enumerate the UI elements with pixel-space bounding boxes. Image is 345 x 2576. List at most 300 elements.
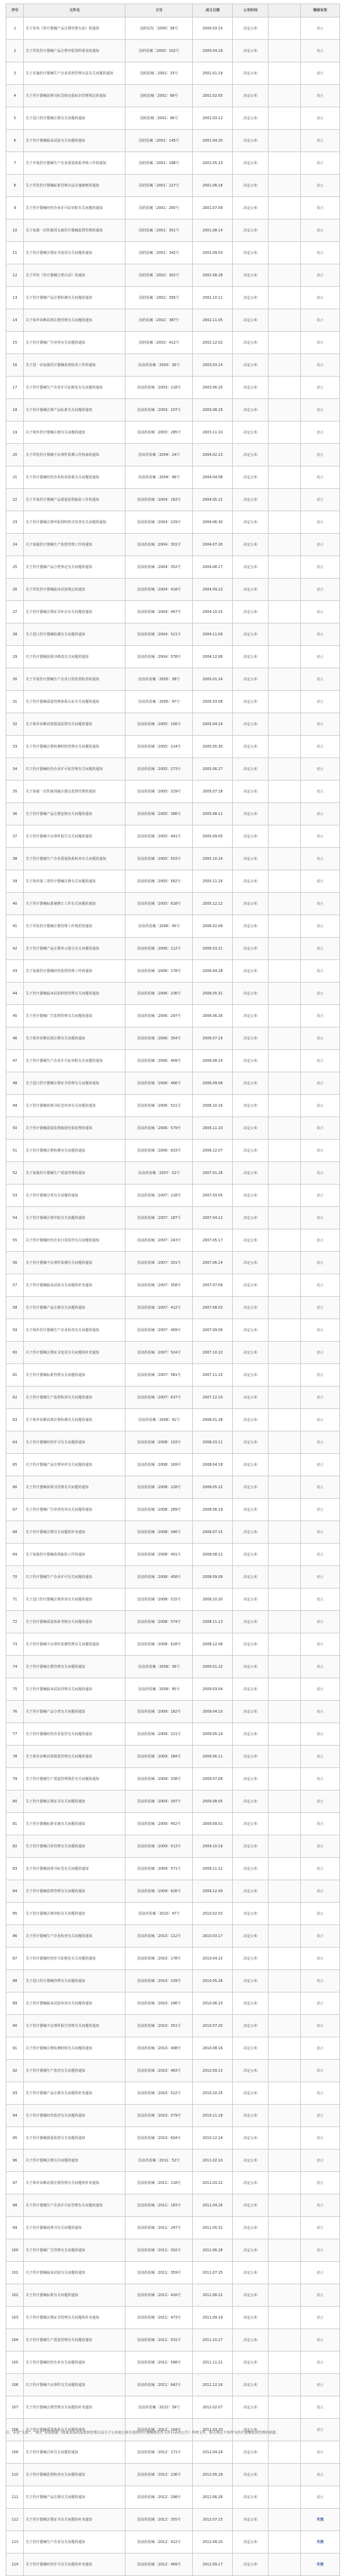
cell-name: 关于医疗器械注册管理有关问题的通知 [24, 1656, 126, 1678]
cell-code: 国药监械〔2002〕302号 [126, 264, 193, 287]
cell-effect: 决定公布 [233, 1656, 269, 1678]
cell-effect: 决定公布 [233, 85, 269, 107]
cell-name: 关于医疗器械生产企业质量体系检查有关问题的通知 [24, 848, 126, 870]
cell-code: 国食药监械〔2005〕503号 [126, 848, 193, 870]
cell-no: 49 [6, 1095, 24, 1117]
cell-name: 关于医疗器械产品注册有关问题的补充通知 [24, 2082, 126, 2105]
cell-date: 2010.05.26 [193, 1970, 233, 1992]
cell-date: 2002.12.02 [193, 332, 233, 354]
cell-effect: 决定公布 [233, 444, 269, 466]
cell-code: 国食药监械〔2011〕247号 [126, 2217, 193, 2239]
cell-name: 关于境外医疗器械生产企业检查有关问题的通知 [24, 1319, 126, 1342]
cell-effect: 决定公布 [233, 2082, 269, 2105]
cell-note [269, 264, 301, 287]
cell-status: 废止 [301, 893, 340, 915]
cell-no: 58 [6, 1297, 24, 1319]
cell-code: 国食药监械〔2011〕473号 [126, 2307, 193, 2329]
cell-name: 关于医疗器械产品分类界定有关问题的通知 [24, 556, 126, 579]
cell-no: 67 [6, 1499, 24, 1521]
cell-no: 87 [6, 1948, 24, 1970]
cell-note [269, 2464, 301, 2486]
cell-no: 90 [6, 2015, 24, 2037]
cell-date: 2001.07.09 [193, 197, 233, 220]
cell-note [269, 2284, 301, 2307]
cell-name: 关于体外诊断试剂质量监督有关问题的通知 [24, 713, 126, 736]
cell-code: 国食药监械〔2006〕521号 [126, 1095, 193, 1117]
table-row [6, 1903, 340, 1925]
cell-note [269, 1431, 301, 1454]
cell-date: 2011.06.28 [193, 2239, 233, 2262]
table-row [6, 1117, 340, 1140]
cell-name: 关于医疗器械注册有关问题的通知 [24, 2150, 126, 2172]
cell-note [269, 1364, 301, 1387]
table-row [6, 1633, 340, 1656]
cell-note [269, 2037, 301, 2060]
cell-name: 关于医疗器械注册检测机构有关问题的通知 [24, 2037, 126, 2060]
cell-effect: 决定公布 [233, 601, 269, 623]
cell-date: 2006.07.19 [193, 1027, 233, 1050]
cell-effect: 决定公布 [233, 62, 269, 85]
cell-code: 国食药监械〔2006〕354号 [126, 1027, 193, 1050]
table-row [6, 2396, 340, 2419]
table-row [6, 62, 340, 85]
cell-effect: 决定公布 [233, 2127, 269, 2150]
cell-date: 2008.08.12 [193, 1544, 233, 1566]
cell-code: 国食药监械〔2011〕302号 [126, 2239, 193, 2262]
cell-effect: 决定公布 [233, 1140, 269, 1162]
cell-name: 关于医疗器械经营许可有关问题的通知 [24, 1431, 126, 1454]
cell-name: 关于医疗器械说明书标签有关问题的通知 [24, 1858, 126, 1880]
table-row [6, 2464, 340, 2486]
cell-date: 2010.08.16 [193, 2037, 233, 2060]
cell-code: 国食药监械〔2012〕355号 [126, 2509, 193, 2531]
cell-no: 73 [6, 1633, 24, 1656]
table-row [6, 1656, 340, 1678]
cell-date: 2012.02.07 [193, 2396, 233, 2419]
cell-code: 国食药监械〔2009〕95号 [126, 1678, 193, 1701]
cell-date: 2005.03.08 [193, 691, 233, 713]
table-row [6, 691, 340, 713]
cell-code: 国食药监械〔2008〕574号 [126, 1611, 193, 1633]
cell-date: 2009.04.10 [193, 1701, 233, 1723]
cell-note [269, 511, 301, 534]
cell-name: 关于医疗器械注册检测有关问题的通知 [24, 1140, 126, 1162]
cell-status: 废止 [301, 466, 340, 489]
cell-name: 关于实施医疗器械生产企业监督管理办法有关问题的通知 [24, 62, 126, 85]
table-row [6, 2150, 340, 2172]
cell-code: 国食药监械〔2011〕642号 [126, 2374, 193, 2396]
table-row [6, 511, 340, 534]
cell-date: 2009.05.14 [193, 1723, 233, 1746]
cell-status: 废止 [301, 713, 340, 736]
cell-effect: 决定公布 [233, 309, 269, 332]
cell-no: 2 [6, 40, 24, 62]
table-row [6, 2441, 340, 2464]
cell-no: 55 [6, 1229, 24, 1252]
cell-effect: 决定公布 [233, 556, 269, 579]
cell-effect: 决定公布 [233, 1095, 269, 1117]
cell-note [269, 2509, 301, 2531]
cell-name: 关于医疗器械生产企业许可证审批有关问题的通知 [24, 1050, 126, 1072]
cell-status: 废止 [301, 2194, 340, 2217]
table-row [6, 1992, 340, 2015]
cell-no: 16 [6, 354, 24, 377]
cell-no: 96 [6, 2150, 24, 2172]
cell-date: 2004.05.21 [193, 489, 233, 511]
cell-effect: 决定公布 [233, 2194, 269, 2217]
cell-no: 31 [6, 691, 24, 713]
cell-code: 国食药监械〔2010〕634号 [126, 2127, 193, 2150]
cell-no: 43 [6, 960, 24, 983]
cell-code: 国食药监械〔2009〕338号 [126, 1768, 193, 1791]
cell-note [269, 1678, 301, 1701]
cell-note [269, 781, 301, 803]
cell-effect: 决定公布 [233, 1521, 269, 1544]
cell-code: 国食药监械〔2006〕112号 [126, 938, 193, 960]
cell-note [269, 1768, 301, 1791]
cell-status: 废止 [301, 1162, 340, 1185]
table-row [6, 40, 340, 62]
cell-name: 关于医疗器械说明书修改有关问题的通知 [24, 646, 126, 668]
table-row [6, 825, 340, 848]
table-row [6, 466, 340, 489]
cell-name: 关于体外诊断试剂注册管理有关问题的通知 [24, 309, 126, 332]
cell-effect: 决定公布 [233, 1454, 269, 1476]
cell-effect: 决定公布 [233, 2239, 269, 2262]
cell-date: 2012.09.17 [193, 2554, 233, 2576]
cell-date: 2012.04.24 [193, 2441, 233, 2464]
table-row [6, 1207, 340, 1229]
cell-status: 废止 [301, 399, 340, 422]
cell-date: 2010.11.18 [193, 2105, 233, 2127]
cell-status: 废止 [301, 2441, 340, 2464]
table-row [6, 1970, 340, 1992]
cell-status: 废止 [301, 332, 340, 354]
cell-name: 关于医疗器械临床试验有关问题的补充通知 [24, 1274, 126, 1297]
cell-status: 废止 [301, 197, 340, 220]
cell-effect: 决定公布 [233, 938, 269, 960]
table-row [6, 601, 340, 623]
cell-name: 关于医疗器械产品注册复核有关问题的通知 [24, 803, 126, 825]
table-row [6, 2509, 340, 2531]
cell-no: 76 [6, 1701, 24, 1723]
cell-name: 关于医疗器械生产企业许可有关问题的通知 [24, 1566, 126, 1589]
cell-name: 关于医疗器械产品注册审评有关问题的通知 [24, 1454, 126, 1476]
cell-effect: 决定公布 [233, 1611, 269, 1633]
cell-date: 2003.06.20 [193, 377, 233, 399]
cell-name: 关于医疗器械生产企业有关问题的通知 [24, 2531, 126, 2554]
cell-code: 国食药监械〔2006〕633号 [126, 1140, 193, 1162]
cell-name: 关于医疗器械临床试验有关问题的通知 [24, 2262, 126, 2284]
cell-no: 63 [6, 1409, 24, 1431]
cell-no: 34 [6, 758, 24, 781]
cell-name: 关于医疗器械标准制修订工作有关问题的通知 [24, 893, 126, 915]
table-row [6, 2486, 340, 2509]
cell-effect: 决定公布 [233, 1117, 269, 1140]
cell-effect: 决定公布 [233, 1027, 269, 1050]
cell-name: 关于加强医疗器械生产质量管理的通知 [24, 1162, 126, 1185]
cell-no: 4 [6, 85, 24, 107]
cell-no: 36 [6, 803, 24, 825]
cell-no: 20 [6, 444, 24, 466]
header-code: 文号 [126, 4, 193, 18]
cell-code: 国食药监械〔2011〕52号 [126, 2150, 193, 2172]
cell-no: 47 [6, 1050, 24, 1072]
cell-code: 国药监械〔2002〕356号 [126, 287, 193, 309]
table-row [6, 2172, 340, 2194]
cell-note [269, 2329, 301, 2352]
cell-name: 关于医疗器械说明书标签审查有关问题的通知 [24, 1095, 126, 1117]
cell-date: 2007.06.14 [193, 1252, 233, 1274]
cell-date: 2001.03.12 [193, 107, 233, 130]
table-row [6, 220, 340, 242]
table-row [6, 2127, 340, 2150]
cell-date: 2005.10.24 [193, 848, 233, 870]
table-row [6, 197, 340, 220]
cell-status: 废止 [301, 107, 340, 130]
cell-note [269, 960, 301, 983]
cell-date: 2005.09.05 [193, 825, 233, 848]
cell-date: 2008.11.13 [193, 1611, 233, 1633]
cell-status: 废止 [301, 1723, 340, 1746]
cell-date: 2004.08.17 [193, 556, 233, 579]
cell-code: 国食药监械〔2005〕156号 [126, 713, 193, 736]
cell-name: 关于医疗器械注册产品标准有关问题的通知 [24, 399, 126, 422]
cell-code: 国食药监械〔2011〕416号 [126, 2284, 193, 2307]
cell-effect: 决定公布 [233, 175, 269, 197]
cell-code: 国食药监械〔2009〕221号 [126, 1723, 193, 1746]
table-row [6, 152, 340, 175]
cell-name: 关于医疗器械不良事件监测有关问题的通知 [24, 1252, 126, 1274]
cell-code: 国食药监械〔2009〕36号 [126, 1656, 193, 1678]
cell-effect: 决定公布 [233, 2464, 269, 2486]
cell-note [269, 309, 301, 332]
cell-no: 85 [6, 1903, 24, 1925]
cell-code: 国药监械〔2001〕301号 [126, 220, 193, 242]
cell-note [269, 2172, 301, 2194]
cell-no: 15 [6, 332, 24, 354]
cell-name: 关于医疗器械质量监督有关问题的通知 [24, 2127, 126, 2150]
cell-status: 废止 [301, 377, 340, 399]
cell-effect: 决定公布 [233, 1409, 269, 1431]
cell-date: 2003.11.10 [193, 422, 233, 444]
cell-date: 2005.05.30 [193, 736, 233, 758]
cell-note [269, 489, 301, 511]
cell-name: 关于医疗器械不良事件报告有关问题的通知 [24, 825, 126, 848]
cell-date: 2006.05.31 [193, 983, 233, 1005]
cell-effect: 决定公布 [233, 2015, 269, 2037]
cell-note [269, 152, 301, 175]
cell-effect: 决定公布 [233, 2531, 269, 2554]
cell-status: 废止 [301, 870, 340, 893]
cell-note [269, 2441, 301, 2464]
cell-name: 关于医疗器械临床试验机构管理有关问题的通知 [24, 983, 126, 1005]
cell-code: 国食药监械〔2009〕626号 [126, 1880, 193, 1903]
cell-code: 国食药监械〔2007〕469号 [126, 1319, 193, 1342]
cell-code: 国食药监械〔2011〕118号 [126, 2172, 193, 2194]
cell-date: 2000.04.16 [193, 40, 233, 62]
cell-code: 国食药监械〔2010〕408号 [126, 2037, 193, 2060]
cell-name: 关于医疗器械经营监管有关问题的通知 [24, 2105, 126, 2127]
cell-status: 废止 [301, 309, 340, 332]
cell-note [269, 2419, 301, 2441]
cell-effect: 决定公布 [233, 1319, 269, 1342]
table-row [6, 781, 340, 803]
cell-note [269, 1858, 301, 1880]
table-row [6, 2194, 340, 2217]
cell-effect: 决定公布 [233, 1791, 269, 1813]
cell-date: 2012.03.20 [193, 2419, 233, 2441]
cell-status: 废止 [301, 534, 340, 556]
table-row [6, 736, 340, 758]
cell-effect: 决定公布 [233, 668, 269, 691]
cell-status: 废止 [301, 18, 340, 40]
cell-note [269, 1229, 301, 1252]
cell-effect: 决定公布 [233, 1544, 269, 1566]
cell-note [269, 1656, 301, 1678]
cell-note [269, 1925, 301, 1948]
table-row [6, 870, 340, 893]
cell-code: 国食药监械〔2004〕163号 [126, 489, 193, 511]
cell-date: 2007.01.26 [193, 1162, 233, 1185]
cell-effect: 决定公布 [233, 2105, 269, 2127]
cell-code: 国食药监械〔2008〕103号 [126, 1431, 193, 1454]
cell-no: 41 [6, 915, 24, 938]
table-row [6, 668, 340, 691]
cell-code: 国食药监械〔2005〕562号 [126, 870, 193, 893]
cell-date: 2005.04.19 [193, 713, 233, 736]
cell-note [269, 2554, 301, 2576]
cell-name: 关于印发医疗器械不良事件监测工作指南的通知 [24, 444, 126, 466]
cell-name: 关于医疗器械产品注册有关问题的通知 [24, 2486, 126, 2509]
cell-effect: 决定公布 [233, 1858, 269, 1880]
cell-note [269, 85, 301, 107]
cell-name: 关于医疗器械监督管理有关问题的通知 [24, 1880, 126, 1903]
cell-note [269, 758, 301, 781]
table-row [6, 893, 340, 915]
cell-no: 80 [6, 1791, 24, 1813]
cell-code: 国食药监械〔2009〕452号 [126, 1813, 193, 1835]
cell-date: 2009.12.09 [193, 1880, 233, 1903]
cell-status: 废止 [301, 1095, 340, 1117]
cell-note [269, 1095, 301, 1117]
cell-date: 2008.05.22 [193, 1476, 233, 1499]
cell-code: 国食药监械〔2004〕467号 [126, 601, 193, 623]
cell-effect: 决定公布 [233, 1746, 269, 1768]
table-row [6, 1072, 340, 1095]
cell-note [269, 2307, 301, 2329]
cell-status: 废止 [301, 1746, 340, 1768]
cell-code: 国食药监械〔2004〕96号 [126, 466, 193, 489]
cell-note [269, 422, 301, 444]
cell-date: 2008.03.11 [193, 1431, 233, 1454]
table-row [6, 1185, 340, 1207]
cell-code: 国食药监械〔2007〕243号 [126, 1229, 193, 1252]
cell-name: 关于医疗器械广告监督管理有关问题的通知 [24, 1005, 126, 1027]
cell-effect: 决定公布 [233, 1252, 269, 1274]
cell-effect: 决定公布 [233, 893, 269, 915]
cell-effect: 决定公布 [233, 2262, 269, 2284]
cell-no: 78 [6, 1746, 24, 1768]
cell-status: 废止 [301, 601, 340, 623]
cell-effect: 决定公布 [233, 713, 269, 736]
table-row [6, 983, 340, 1005]
cell-status: 废止 [301, 511, 340, 534]
cell-name: 关于医疗器械生产监管有关问题的通知 [24, 2060, 126, 2082]
cell-note [269, 2082, 301, 2105]
cell-no: 54 [6, 1207, 24, 1229]
cell-status: 废止 [301, 803, 340, 825]
cell-effect: 决定公布 [233, 691, 269, 713]
cell-note [269, 1813, 301, 1835]
cell-name: 关于进口医疗器械注册有关问题的通知 [24, 107, 126, 130]
cell-status: 废止 [301, 848, 340, 870]
cell-effect: 决定公布 [233, 2172, 269, 2194]
cell-effect: 决定公布 [233, 2441, 269, 2464]
cell-status: 废止 [301, 1566, 340, 1589]
table-row [6, 2060, 340, 2082]
cell-note [269, 691, 301, 713]
table-row [6, 2329, 340, 2352]
table-row [6, 1162, 340, 1185]
table-body [6, 18, 340, 2576]
cell-status: 失效 [301, 2531, 340, 2554]
table-row [6, 1948, 340, 1970]
cell-date: 2012.06.26 [193, 2486, 233, 2509]
cell-name: 关于医疗器械经营企业有关问题的通知 [24, 2352, 126, 2374]
cell-effect: 决定公布 [233, 1880, 269, 1903]
cell-date: 2009.08.05 [193, 1791, 233, 1813]
cell-effect: 决定公布 [233, 152, 269, 175]
cell-date: 2008.01.28 [193, 1409, 233, 1431]
cell-note [269, 1050, 301, 1072]
cell-effect: 决定公布 [233, 1633, 269, 1656]
cell-name: 关于体外诊断试剂注册检测有关问题的通知 [24, 1409, 126, 1431]
cell-code: 国食药监械〔2008〕458号 [126, 1566, 193, 1589]
cell-date: 2011.02.10 [193, 2150, 233, 2172]
cell-no: 52 [6, 1162, 24, 1185]
cell-status: 废止 [301, 422, 340, 444]
table-row [6, 1319, 340, 1342]
cell-note [269, 1297, 301, 1319]
cell-name: 关于进一步加强医疗器械监督检查工作的通知 [24, 354, 126, 377]
table-row [6, 1678, 340, 1701]
cell-no: 99 [6, 2217, 24, 2239]
cell-effect: 决定公布 [233, 623, 269, 646]
cell-no: 66 [6, 1476, 24, 1499]
cell-no: 24 [6, 534, 24, 556]
cell-code: 国食药监械〔2009〕513号 [126, 1835, 193, 1858]
cell-date: 2001.01.19 [193, 62, 233, 85]
cell-code: 国食药监械〔2009〕397号 [126, 1791, 193, 1813]
cell-no: 37 [6, 825, 24, 848]
cell-note [269, 444, 301, 466]
cell-note [269, 1948, 301, 1970]
table-row [6, 2374, 340, 2396]
cell-date: 2002.10.11 [193, 287, 233, 309]
cell-code: 国食药监械〔2009〕162号 [126, 1701, 193, 1723]
cell-status: 废止 [301, 1297, 340, 1319]
table-row [6, 1835, 340, 1858]
cell-status: 废止 [301, 1678, 340, 1701]
cell-effect: 决定公布 [233, 287, 269, 309]
cell-name: 关于印发医疗器械产品注册申报资料要求的通知 [24, 40, 126, 62]
cell-name: 关于医疗器械注册证书管理有关问题的补充通知 [24, 2307, 126, 2329]
cell-note [269, 2374, 301, 2396]
table-row [6, 1566, 340, 1589]
cell-note [269, 556, 301, 579]
cell-status: 废止 [301, 1701, 340, 1723]
